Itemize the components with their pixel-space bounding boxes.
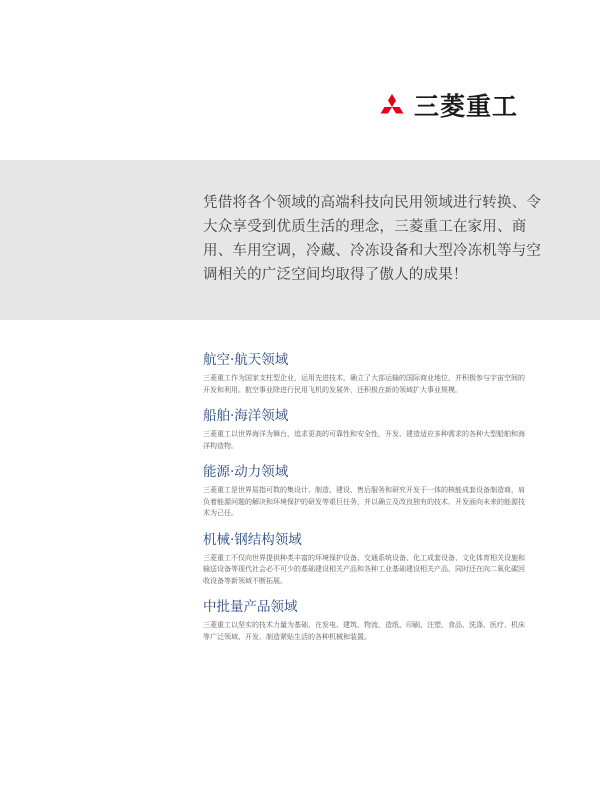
section-medium-volume-products: [203, 598, 525, 643]
business-sections: [203, 351, 525, 654]
section-body: 三菱重工是世界屈指可数的集设计、制造、建设、售后服务和研究开发于一体的核能成套设备制造商，肩负着能源问题的解决和环境保护的研发等艰巨任务，并以确立及改良独有的技术、开发面向未来的能源技术为己任。: [203, 486, 525, 517]
section-body: 三菱重工作为国家支柱型企业，运用先进技术，确立了大部运输的国际商业地位，并积极参与宇宙空间的开发和利用。航空事业除进行民用飞机的发展外，还积极在新的领域扩大事业规模。: [203, 374, 525, 394]
brand-name: 三菱重工: [414, 92, 519, 121]
section-title: 能源·动力领域: [203, 464, 289, 480]
three-diamonds-icon: [378, 94, 406, 120]
section-body: 三菱重工以坚实的技术力量为基础，在发电、建筑、物流、造纸、印刷、注塑、食品、洗涤、医疗、机床等广泛领域、开发、制造紧贴生活的各种机械和装置。: [203, 621, 525, 641]
section-title: 中批量产品领域: [203, 599, 298, 615]
section-energy: [203, 463, 525, 520]
section-body: 三菱重工不仅向世界提供种类丰富的环境保护设备、交通系统设备、化工成套设备、文化体育相关设施和输送设备等现代社会必不可少的基础建设相关产品和各种工业基础建设相关产品，同时还在向二氧化碳回收设备等新领域不断拓展。: [203, 553, 525, 585]
mitsubishi-heavy-industries-logo: [378, 92, 518, 122]
section-title: 航空·航天领域: [203, 352, 289, 368]
intro-text: 凭借将各个领域的高端科技向民用领域进行转换、令大众享受到优质生活的理念，三菱重工在家用、商用、车用空调，冷藏、冷冻设备和大型冷冻机等与空调相关的广泛空间均取得了傲人的成果！: [203, 195, 542, 283]
section-body: 三菱重工以世界海洋为舞台，追求更高的可靠性和安全性，开发、建造适应多种需求的各种大型船舶和海洋构造物。: [203, 430, 525, 450]
section-aerospace: [203, 351, 525, 396]
section-title: 机械·钢结构领域: [203, 531, 302, 548]
section-shipbuilding: [203, 407, 525, 452]
section-title: 船舶·海洋领域: [203, 408, 289, 424]
section-machinery: [203, 531, 525, 588]
